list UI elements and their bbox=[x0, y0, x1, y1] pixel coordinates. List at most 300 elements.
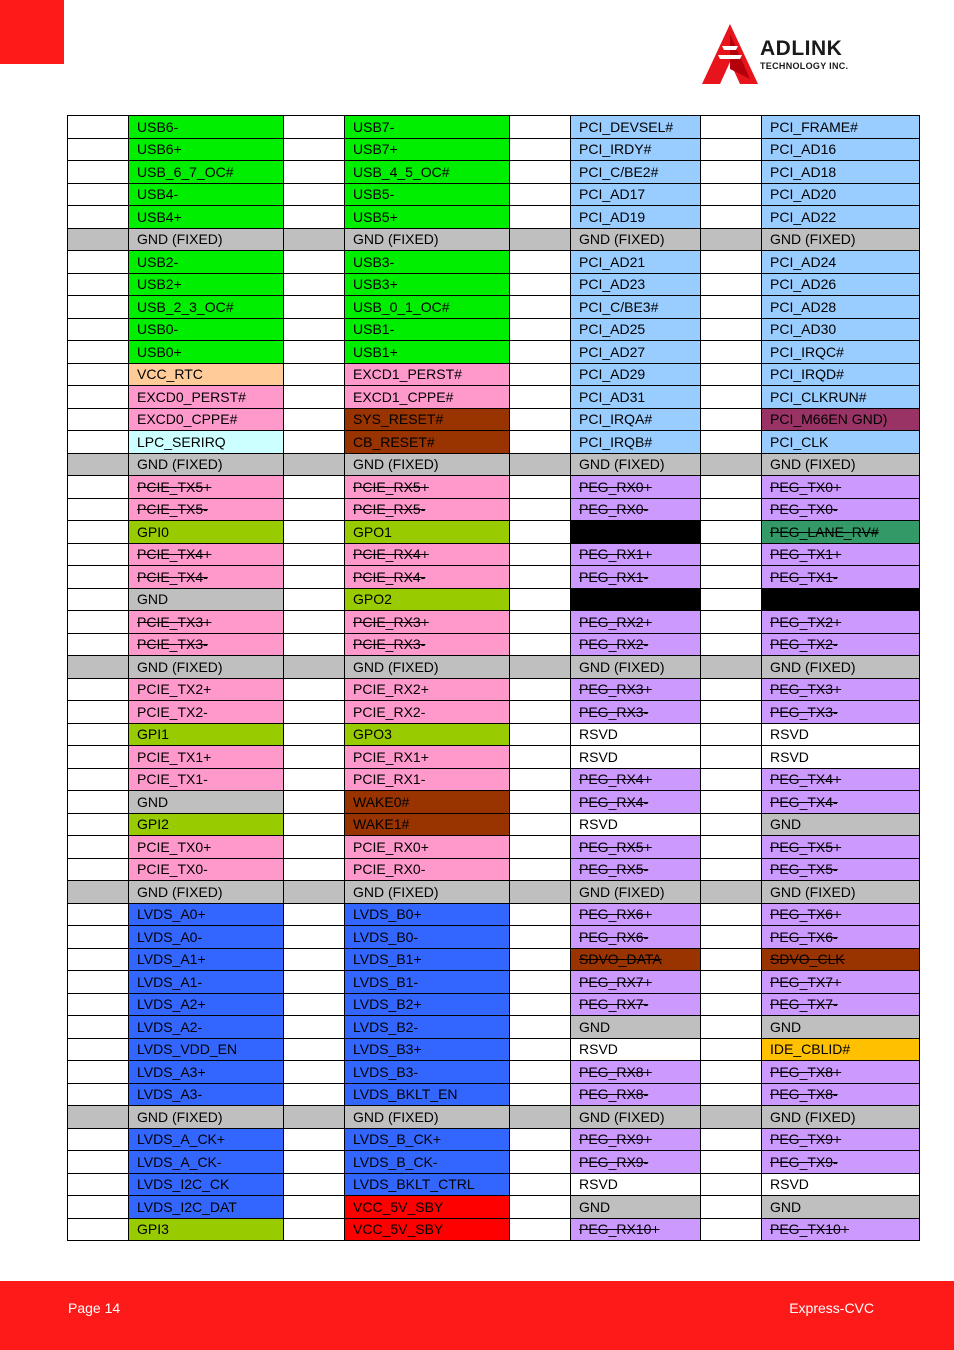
pin-number-cell bbox=[510, 746, 571, 769]
pin-number-cell bbox=[701, 1128, 762, 1151]
pin-number-cell bbox=[701, 116, 762, 139]
signal-cell: RSVD bbox=[571, 746, 701, 769]
signal-cell: PEG_TX4+ bbox=[762, 768, 920, 791]
signal-cell: PCI_CLK bbox=[762, 431, 920, 454]
pin-number-cell bbox=[68, 453, 129, 476]
pin-number-cell bbox=[284, 476, 345, 499]
table-row bbox=[68, 588, 920, 611]
table-row bbox=[68, 678, 920, 701]
pin-number-cell bbox=[510, 408, 571, 431]
signal-cell: PEG_TX1+ bbox=[762, 543, 920, 566]
pin-number-cell bbox=[510, 881, 571, 904]
signal-cell: PCIE_TX1- bbox=[129, 768, 284, 791]
pin-number-cell bbox=[284, 633, 345, 656]
pin-number-cell bbox=[510, 543, 571, 566]
pin-number-cell bbox=[68, 656, 129, 679]
pin-number-cell bbox=[701, 746, 762, 769]
table-row bbox=[68, 1151, 920, 1174]
table-row bbox=[68, 971, 920, 994]
signal-cell: PEG_RX9+ bbox=[571, 1128, 701, 1151]
table-row bbox=[68, 948, 920, 971]
signal-cell: LVDS_B0+ bbox=[345, 903, 510, 926]
pin-number-cell bbox=[510, 971, 571, 994]
signal-cell: USB4- bbox=[129, 183, 284, 206]
pin-number-cell bbox=[68, 521, 129, 544]
pin-number-cell bbox=[68, 183, 129, 206]
pin-number-cell bbox=[510, 768, 571, 791]
pin-number-cell bbox=[510, 633, 571, 656]
signal-cell: PEG_TX0- bbox=[762, 498, 920, 521]
signal-cell: PCIE_RX2+ bbox=[345, 678, 510, 701]
pin-number-cell bbox=[510, 476, 571, 499]
signal-cell: USB5- bbox=[345, 183, 510, 206]
table-row bbox=[68, 1218, 920, 1241]
pin-number-cell bbox=[68, 363, 129, 386]
pin-number-cell bbox=[284, 498, 345, 521]
signal-cell: PCI_AD17 bbox=[571, 183, 701, 206]
pin-number-cell bbox=[68, 476, 129, 499]
signal-cell: GND (FIXED) bbox=[129, 453, 284, 476]
pin-number-cell bbox=[510, 678, 571, 701]
table-row bbox=[68, 431, 920, 454]
signal-cell: PCI_M66EN GND) bbox=[762, 408, 920, 431]
pin-number-cell bbox=[510, 656, 571, 679]
signal-cell: USB_4_5_OC# bbox=[345, 161, 510, 184]
pin-number-cell bbox=[510, 948, 571, 971]
table-row bbox=[68, 341, 920, 364]
signal-cell: RSVD bbox=[571, 1038, 701, 1061]
signal-cell: PCIE_RX3+ bbox=[345, 611, 510, 634]
pin-number-cell bbox=[68, 678, 129, 701]
pin-number-cell bbox=[68, 993, 129, 1016]
pin-number-cell bbox=[701, 1016, 762, 1039]
pin-number-cell bbox=[68, 701, 129, 724]
signal-cell: PCI_AD18 bbox=[762, 161, 920, 184]
pin-number-cell bbox=[68, 161, 129, 184]
pin-number-cell bbox=[701, 633, 762, 656]
signal-cell: TYPE1# bbox=[571, 588, 701, 611]
pin-number-cell bbox=[284, 948, 345, 971]
signal-cell: PCIE_RX1- bbox=[345, 768, 510, 791]
signal-cell: GPO3 bbox=[345, 723, 510, 746]
pin-number-cell bbox=[701, 813, 762, 836]
signal-cell: PCI_C/BE2# bbox=[571, 161, 701, 184]
pin-number-cell bbox=[701, 273, 762, 296]
pin-number-cell bbox=[510, 183, 571, 206]
pin-number-cell bbox=[510, 1196, 571, 1219]
pin-number-cell bbox=[284, 1128, 345, 1151]
pin-number-cell bbox=[510, 993, 571, 1016]
table-row bbox=[68, 1128, 920, 1151]
signal-cell: EXCD0_PERST# bbox=[129, 386, 284, 409]
pin-number-cell bbox=[68, 543, 129, 566]
table-row bbox=[68, 273, 920, 296]
signal-cell: USB6- bbox=[129, 116, 284, 139]
signal-cell: USB2- bbox=[129, 251, 284, 274]
table-row bbox=[68, 858, 920, 881]
table-row bbox=[68, 701, 920, 724]
signal-cell: PCIE_TX2+ bbox=[129, 678, 284, 701]
product-name: Express-CVC bbox=[789, 1300, 874, 1316]
signal-cell: PCIE_RX5+ bbox=[345, 476, 510, 499]
pin-number-cell bbox=[68, 611, 129, 634]
signal-cell: PCIE_RX4+ bbox=[345, 543, 510, 566]
signal-cell: SYS_RESET# bbox=[345, 408, 510, 431]
pin-number-cell bbox=[284, 723, 345, 746]
signal-cell: GND bbox=[762, 1016, 920, 1039]
pin-number-cell bbox=[68, 926, 129, 949]
signal-cell: PCI_AD28 bbox=[762, 296, 920, 319]
pin-number-cell bbox=[284, 656, 345, 679]
pin-number-cell bbox=[68, 836, 129, 859]
signal-cell: LVDS_B_CK- bbox=[345, 1151, 510, 1174]
signal-cell: PCI_AD16 bbox=[762, 138, 920, 161]
table-row bbox=[68, 408, 920, 431]
pin-number-cell bbox=[510, 498, 571, 521]
pin-number-cell bbox=[510, 341, 571, 364]
signal-cell: PEG_TX8+ bbox=[762, 1061, 920, 1084]
signal-cell: GPI0 bbox=[129, 521, 284, 544]
table-row bbox=[68, 476, 920, 499]
signal-cell: TYPE2# bbox=[762, 588, 920, 611]
signal-cell: PEG_RX0- bbox=[571, 498, 701, 521]
signal-cell: PCI_FRAME# bbox=[762, 116, 920, 139]
table-row bbox=[68, 723, 920, 746]
corner-accent bbox=[0, 0, 64, 64]
table-row bbox=[68, 228, 920, 251]
table-row bbox=[68, 453, 920, 476]
table-row bbox=[68, 1038, 920, 1061]
pin-number-cell bbox=[701, 1061, 762, 1084]
pin-number-cell bbox=[284, 161, 345, 184]
signal-cell: RSVD bbox=[571, 813, 701, 836]
pin-number-cell bbox=[68, 633, 129, 656]
signal-cell: GPO2 bbox=[345, 588, 510, 611]
table-row bbox=[68, 656, 920, 679]
pin-number-cell bbox=[510, 926, 571, 949]
signal-cell: PCI_AD19 bbox=[571, 206, 701, 229]
signal-cell: PCI_AD29 bbox=[571, 363, 701, 386]
pin-number-cell bbox=[701, 498, 762, 521]
signal-cell: PEG_RX5+ bbox=[571, 836, 701, 859]
signal-cell: PCI_C/BE3# bbox=[571, 296, 701, 319]
table-row bbox=[68, 206, 920, 229]
pin-number-cell bbox=[284, 881, 345, 904]
signal-cell: LVDS_B2- bbox=[345, 1016, 510, 1039]
signal-cell: LVDS_A3+ bbox=[129, 1061, 284, 1084]
pin-number-cell bbox=[701, 386, 762, 409]
signal-cell: PEG_RX9- bbox=[571, 1151, 701, 1174]
pin-number-cell bbox=[68, 971, 129, 994]
signal-cell: EXCD0_CPPE# bbox=[129, 408, 284, 431]
pin-number-cell bbox=[284, 926, 345, 949]
signal-cell: PCI_AD23 bbox=[571, 273, 701, 296]
signal-cell: GND (FIXED) bbox=[762, 228, 920, 251]
table-row bbox=[68, 813, 920, 836]
table-row bbox=[68, 543, 920, 566]
pin-number-cell bbox=[701, 1173, 762, 1196]
pin-number-cell bbox=[284, 431, 345, 454]
pin-number-cell bbox=[284, 521, 345, 544]
signal-cell: USB7- bbox=[345, 116, 510, 139]
pin-number-cell bbox=[68, 341, 129, 364]
signal-cell: PCI_AD27 bbox=[571, 341, 701, 364]
pin-number-cell bbox=[510, 318, 571, 341]
signal-cell: RSVD bbox=[571, 1173, 701, 1196]
signal-cell: IDE_CBLID# bbox=[762, 1038, 920, 1061]
signal-cell: PCI_AD21 bbox=[571, 251, 701, 274]
pin-number-cell bbox=[284, 1106, 345, 1129]
signal-cell: USB4+ bbox=[129, 206, 284, 229]
pin-number-cell bbox=[510, 1038, 571, 1061]
signal-cell: PCIE_RX4- bbox=[345, 566, 510, 589]
pin-number-cell bbox=[68, 1106, 129, 1129]
page-number: Page 14 bbox=[68, 1300, 121, 1316]
signal-cell: PEG_RX3- bbox=[571, 701, 701, 724]
signal-cell: LVDS_A1+ bbox=[129, 948, 284, 971]
table-row bbox=[68, 1106, 920, 1129]
signal-cell: LVDS_A0- bbox=[129, 926, 284, 949]
signal-cell: GND bbox=[129, 791, 284, 814]
pin-number-cell bbox=[701, 228, 762, 251]
signal-cell: USB0+ bbox=[129, 341, 284, 364]
pin-number-cell bbox=[510, 296, 571, 319]
signal-cell: PEG_RX7- bbox=[571, 993, 701, 1016]
signal-cell: GND bbox=[571, 1196, 701, 1219]
signal-cell: GND bbox=[762, 1196, 920, 1219]
signal-cell: PCI_IRQB# bbox=[571, 431, 701, 454]
table-row bbox=[68, 566, 920, 589]
pin-number-cell bbox=[701, 678, 762, 701]
pin-number-cell bbox=[701, 993, 762, 1016]
pin-number-cell bbox=[510, 1061, 571, 1084]
signal-cell: PCIE_RX2- bbox=[345, 701, 510, 724]
table-row bbox=[68, 746, 920, 769]
pin-number-cell bbox=[510, 251, 571, 274]
signal-cell: PCIE_TX0+ bbox=[129, 836, 284, 859]
pin-number-cell bbox=[510, 791, 571, 814]
pin-number-cell bbox=[510, 701, 571, 724]
pin-number-cell bbox=[284, 408, 345, 431]
signal-cell: GND (FIXED) bbox=[571, 1106, 701, 1129]
table-row bbox=[68, 611, 920, 634]
pin-number-cell bbox=[701, 723, 762, 746]
pin-number-cell bbox=[701, 881, 762, 904]
pin-number-cell bbox=[68, 273, 129, 296]
pin-number-cell bbox=[284, 971, 345, 994]
pin-number-cell bbox=[68, 1083, 129, 1106]
signal-cell: PEG_TX3- bbox=[762, 701, 920, 724]
pin-number-cell bbox=[284, 296, 345, 319]
signal-cell: PCIE_TX4+ bbox=[129, 543, 284, 566]
table-row bbox=[68, 1173, 920, 1196]
table-row bbox=[68, 1083, 920, 1106]
signal-cell: RSVD bbox=[762, 746, 920, 769]
signal-cell: LPC_SERIRQ bbox=[129, 431, 284, 454]
signal-cell: USB7+ bbox=[345, 138, 510, 161]
pin-number-cell bbox=[68, 791, 129, 814]
pin-number-cell bbox=[510, 363, 571, 386]
table-row bbox=[68, 318, 920, 341]
pin-number-cell bbox=[701, 408, 762, 431]
signal-cell: RSVD bbox=[571, 723, 701, 746]
pin-number-cell bbox=[284, 251, 345, 274]
signal-cell: PCIE_TX3- bbox=[129, 633, 284, 656]
pin-number-cell bbox=[701, 656, 762, 679]
signal-cell: LVDS_A1- bbox=[129, 971, 284, 994]
pin-number-cell bbox=[701, 1196, 762, 1219]
signal-cell: PEG_RX5- bbox=[571, 858, 701, 881]
signal-cell: LVDS_B3- bbox=[345, 1061, 510, 1084]
signal-cell: PCI_DEVSEL# bbox=[571, 116, 701, 139]
pin-number-cell bbox=[701, 768, 762, 791]
signal-cell: LVDS_B1- bbox=[345, 971, 510, 994]
signal-cell: LVDS_B3+ bbox=[345, 1038, 510, 1061]
pin-number-cell bbox=[510, 228, 571, 251]
signal-cell: CB_RESET# bbox=[345, 431, 510, 454]
pin-number-cell bbox=[284, 1061, 345, 1084]
signal-cell: PCIE_TX2- bbox=[129, 701, 284, 724]
signal-cell: EXCD1_PERST# bbox=[345, 363, 510, 386]
table-row bbox=[68, 836, 920, 859]
adlink-logo bbox=[700, 24, 890, 86]
signal-cell: PEG_TX4- bbox=[762, 791, 920, 814]
pin-number-cell bbox=[284, 363, 345, 386]
signal-cell: USB3- bbox=[345, 251, 510, 274]
signal-cell: GND (FIXED) bbox=[762, 453, 920, 476]
pin-number-cell bbox=[68, 1218, 129, 1241]
table-row bbox=[68, 183, 920, 206]
signal-cell: PCIE_RX5- bbox=[345, 498, 510, 521]
pin-number-cell bbox=[68, 1196, 129, 1219]
signal-cell: PEG_TX5+ bbox=[762, 836, 920, 859]
signal-cell: LVDS_A3- bbox=[129, 1083, 284, 1106]
signal-cell: LVDS_B2+ bbox=[345, 993, 510, 1016]
pin-number-cell bbox=[68, 1016, 129, 1039]
pin-number-cell bbox=[284, 318, 345, 341]
signal-cell: PEG_TX6- bbox=[762, 926, 920, 949]
pin-number-cell bbox=[68, 566, 129, 589]
pin-number-cell bbox=[510, 431, 571, 454]
signal-cell: PEG_RX8+ bbox=[571, 1061, 701, 1084]
pin-number-cell bbox=[701, 476, 762, 499]
pin-number-cell bbox=[68, 431, 129, 454]
signal-cell: GND bbox=[762, 813, 920, 836]
signal-cell: GND (FIXED) bbox=[571, 453, 701, 476]
table-row bbox=[68, 521, 920, 544]
pin-number-cell bbox=[510, 723, 571, 746]
pin-number-cell bbox=[510, 116, 571, 139]
pin-number-cell bbox=[284, 341, 345, 364]
pin-number-cell bbox=[510, 903, 571, 926]
signal-cell: PEG_TX0+ bbox=[762, 476, 920, 499]
pin-number-cell bbox=[68, 296, 129, 319]
table-row bbox=[68, 1016, 920, 1039]
pin-number-cell bbox=[701, 903, 762, 926]
page-footer bbox=[0, 1281, 954, 1350]
signal-cell: PEG_TX8- bbox=[762, 1083, 920, 1106]
signal-cell: PEG_TX5- bbox=[762, 858, 920, 881]
signal-cell: PEG_TX3+ bbox=[762, 678, 920, 701]
signal-cell: SDVO_CLK bbox=[762, 948, 920, 971]
pin-number-cell bbox=[68, 251, 129, 274]
signal-cell: PEG_RX2- bbox=[571, 633, 701, 656]
pin-number-cell bbox=[68, 1151, 129, 1174]
pin-number-cell bbox=[284, 228, 345, 251]
signal-cell: LVDS_BKLT_CTRL bbox=[345, 1173, 510, 1196]
pin-number-cell bbox=[701, 1218, 762, 1241]
signal-cell: PEG_TX7+ bbox=[762, 971, 920, 994]
signal-cell: GPI1 bbox=[129, 723, 284, 746]
pin-number-cell bbox=[510, 858, 571, 881]
pin-number-cell bbox=[284, 858, 345, 881]
pin-number-cell bbox=[510, 1151, 571, 1174]
pin-number-cell bbox=[510, 273, 571, 296]
pin-number-cell bbox=[701, 836, 762, 859]
pin-number-cell bbox=[701, 521, 762, 544]
signal-cell: PCI_AD25 bbox=[571, 318, 701, 341]
pin-number-cell bbox=[510, 1106, 571, 1129]
table-row bbox=[68, 993, 920, 1016]
signal-cell: PEG_RX3+ bbox=[571, 678, 701, 701]
pin-number-cell bbox=[510, 206, 571, 229]
signal-cell: PEG_TX6+ bbox=[762, 903, 920, 926]
table-row bbox=[68, 1196, 920, 1219]
signal-cell: LVDS_I2C_CK bbox=[129, 1173, 284, 1196]
signal-cell: PEG_RX4+ bbox=[571, 768, 701, 791]
signal-cell: GND (FIXED) bbox=[762, 1106, 920, 1129]
pin-number-cell bbox=[68, 903, 129, 926]
signal-cell: LVDS_A0+ bbox=[129, 903, 284, 926]
pin-number-cell bbox=[701, 453, 762, 476]
signal-cell: WAKE0# bbox=[345, 791, 510, 814]
pin-number-cell bbox=[284, 1038, 345, 1061]
signal-cell: SDVO_DATA bbox=[571, 948, 701, 971]
table-row bbox=[68, 1061, 920, 1084]
signal-cell: GND (FIXED) bbox=[345, 881, 510, 904]
pin-number-cell bbox=[510, 521, 571, 544]
pin-number-cell bbox=[68, 723, 129, 746]
pin-number-cell bbox=[284, 1083, 345, 1106]
signal-cell: PEG_TX2- bbox=[762, 633, 920, 656]
pin-number-cell bbox=[284, 746, 345, 769]
pin-number-cell bbox=[510, 611, 571, 634]
signal-cell: USB6+ bbox=[129, 138, 284, 161]
pin-number-cell bbox=[701, 971, 762, 994]
pin-number-cell bbox=[284, 138, 345, 161]
pin-number-cell bbox=[284, 1016, 345, 1039]
signal-cell: PEG_TX7- bbox=[762, 993, 920, 1016]
signal-cell: PCI_AD24 bbox=[762, 251, 920, 274]
signal-cell: VCC_5V_SBY bbox=[345, 1218, 510, 1241]
table-row bbox=[68, 498, 920, 521]
signal-cell: GPO1 bbox=[345, 521, 510, 544]
signal-cell: GPI3 bbox=[129, 1218, 284, 1241]
adlink-pyramid-icon bbox=[700, 24, 758, 86]
pin-number-cell bbox=[68, 746, 129, 769]
signal-cell: PCI_AD20 bbox=[762, 183, 920, 206]
pin-number-cell bbox=[701, 431, 762, 454]
signal-cell: PCI_AD31 bbox=[571, 386, 701, 409]
signal-cell: WAKE1# bbox=[345, 813, 510, 836]
table-row bbox=[68, 161, 920, 184]
pin-number-cell bbox=[701, 318, 762, 341]
signal-cell: PCI_AD26 bbox=[762, 273, 920, 296]
signal-cell: LVDS_B1+ bbox=[345, 948, 510, 971]
pin-number-cell bbox=[510, 813, 571, 836]
signal-cell: GND (FIXED) bbox=[345, 453, 510, 476]
signal-cell: GND (FIXED) bbox=[571, 656, 701, 679]
